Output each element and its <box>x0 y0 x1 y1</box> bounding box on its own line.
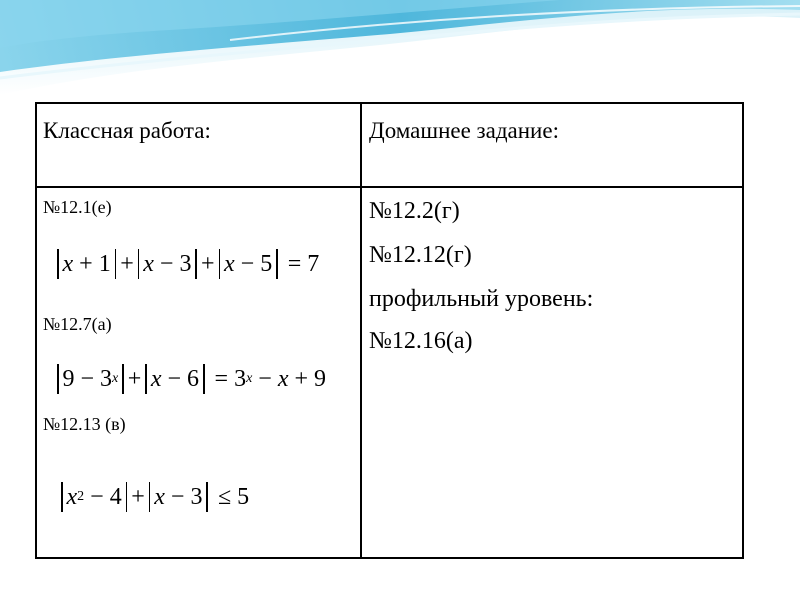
homework-item: №12.12(г) <box>369 242 472 268</box>
assignment-table <box>35 102 744 559</box>
equation-2: 9 − 3 x + x − 6 = 3 x − x + 9 <box>53 362 326 396</box>
equation-1: x + 1 + x − 3 + x − 5 = 7 <box>53 247 319 281</box>
classwork-header: Классная работа: <box>43 118 211 143</box>
homework-item: №12.2(г) <box>369 198 460 224</box>
header-divider <box>37 186 742 188</box>
classwork-item-number: №12.7(а) <box>43 314 112 334</box>
homework-item: №12.16(а) <box>369 328 473 354</box>
equation-3: x 2 − 4 + x − 3 ≤ 5 <box>57 480 249 514</box>
classwork-item-number: №12.13 (в) <box>43 414 126 434</box>
homework-header: Домашнее задание: <box>369 118 559 143</box>
decorative-wave-banner <box>0 0 800 100</box>
column-divider <box>360 104 362 557</box>
homework-level-label: профильный уровень: <box>369 286 594 312</box>
classwork-item-number: №12.1(е) <box>43 197 112 217</box>
